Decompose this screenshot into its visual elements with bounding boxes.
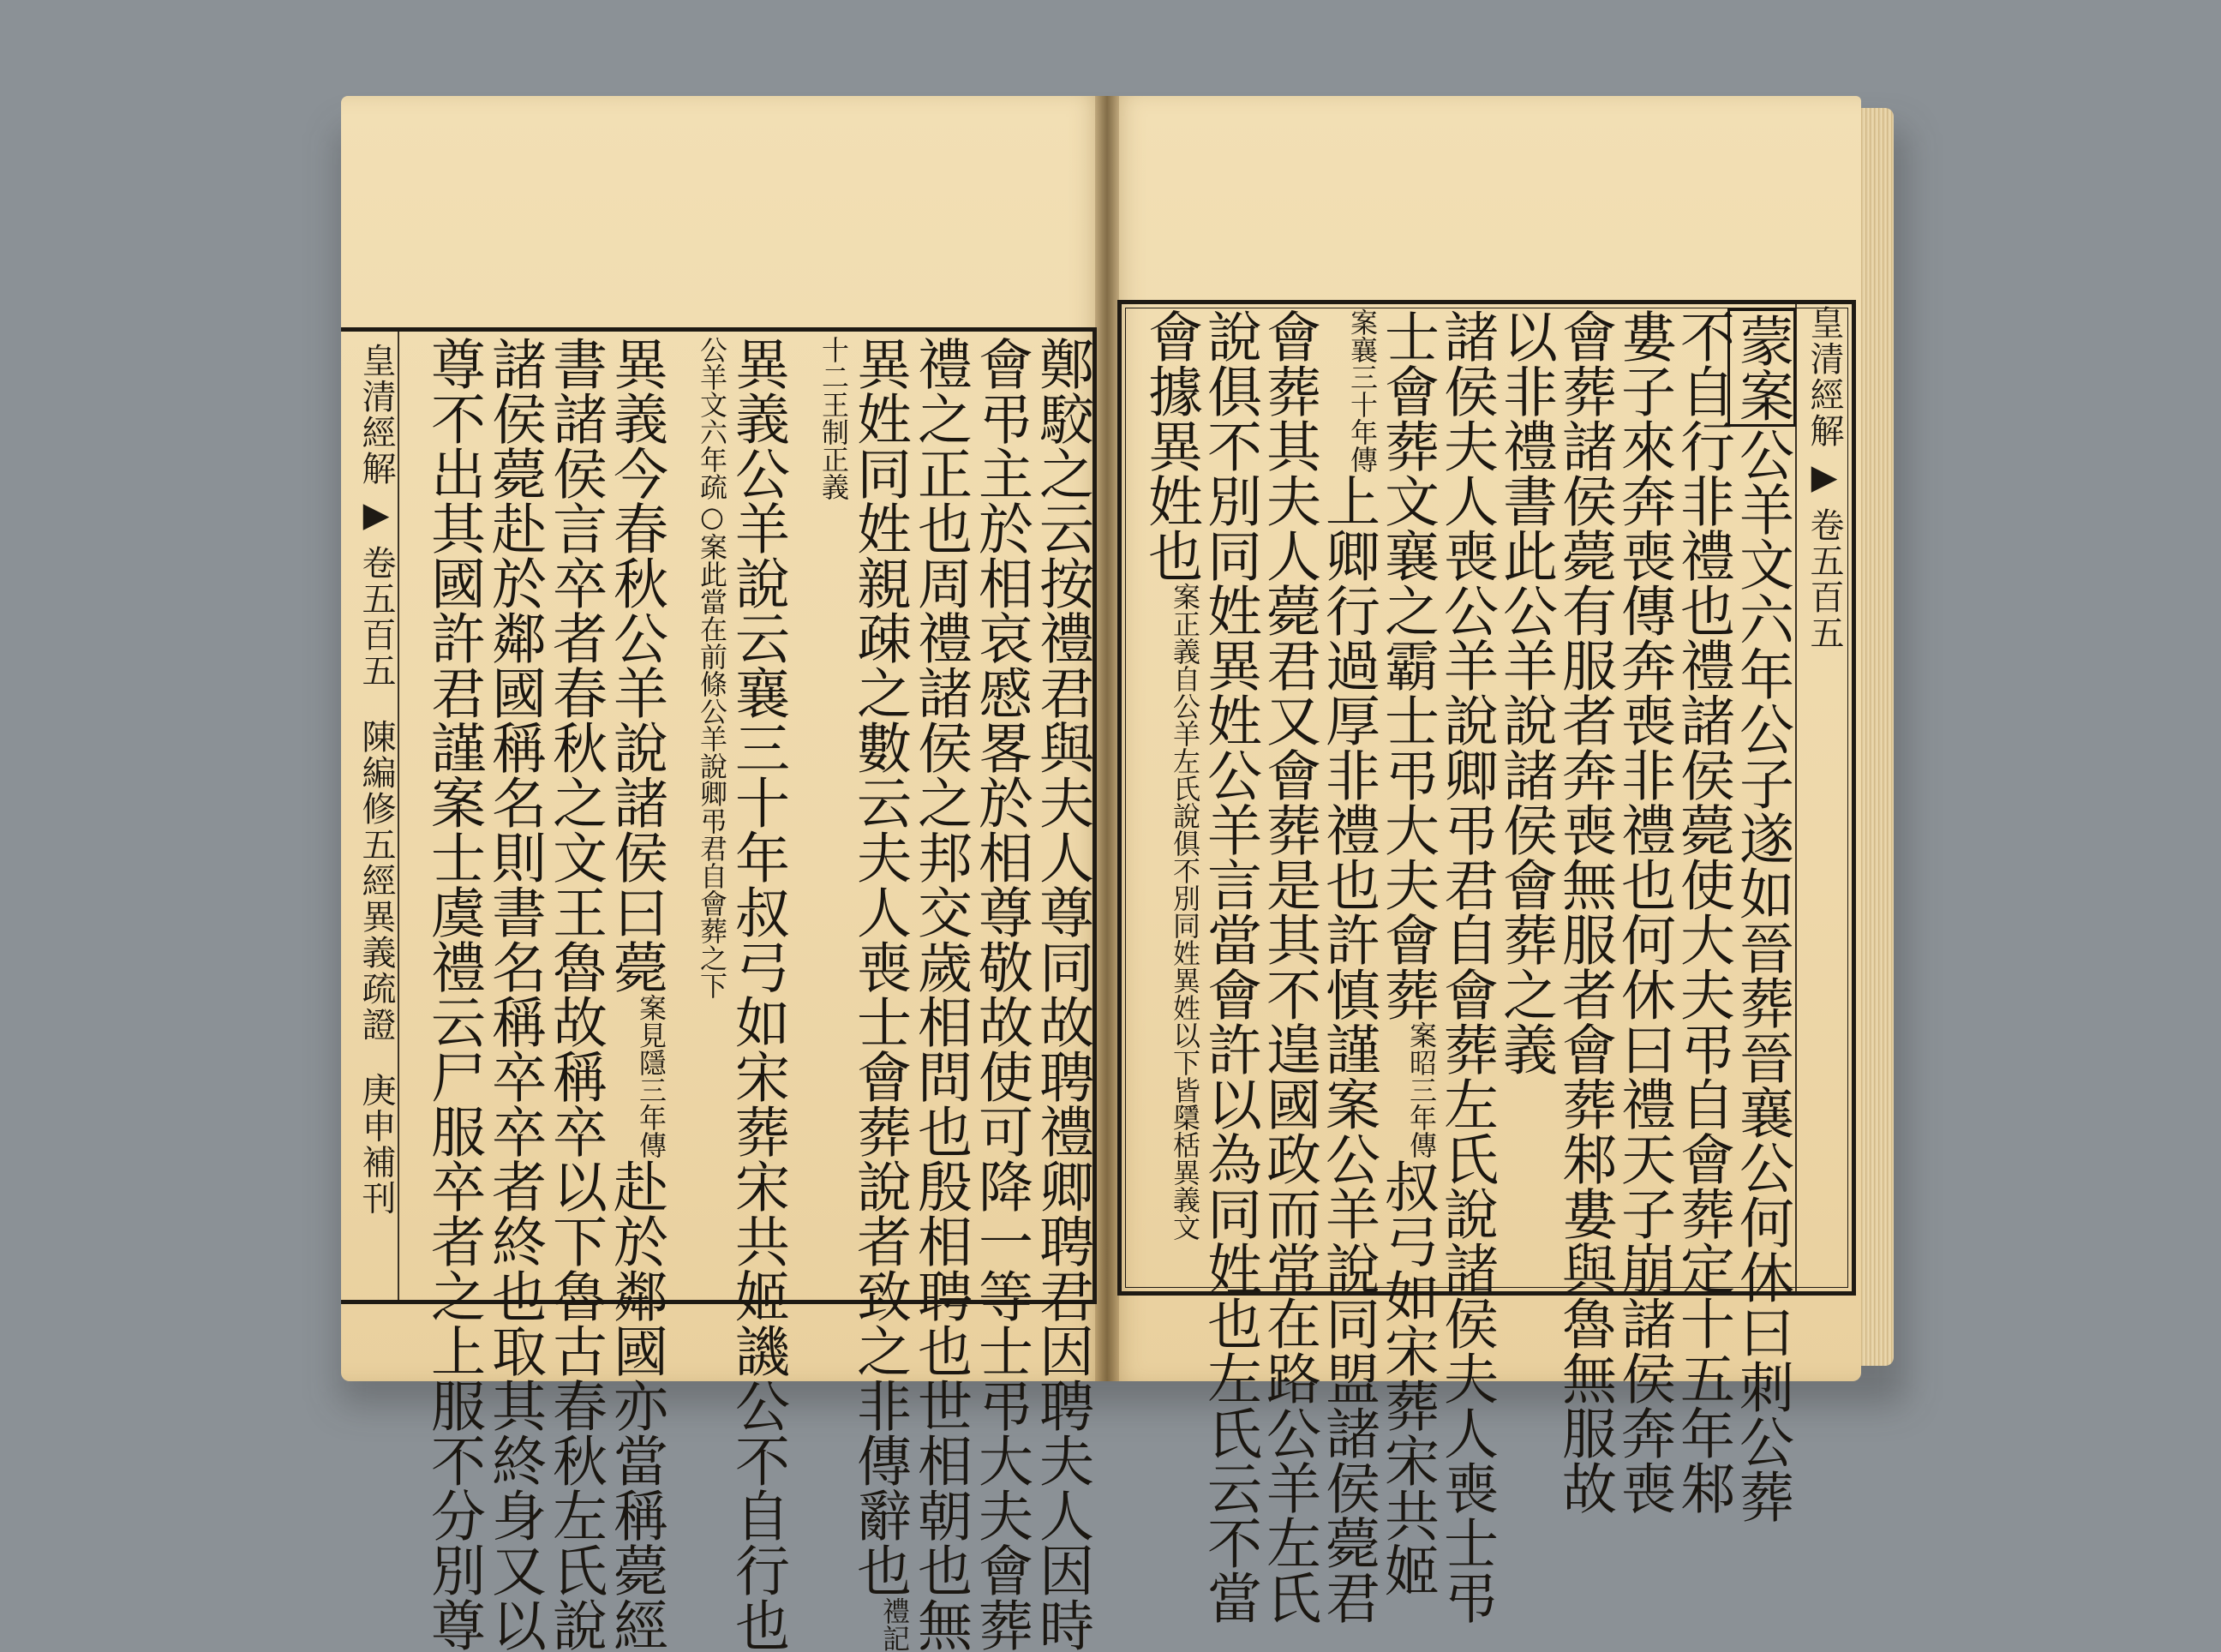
text-column	[726, 336, 789, 1652]
margin-volume: 卷五百五	[356, 545, 396, 689]
main-text: 尊不出其國許君謹案士虞禮云尸服卒者之上服不分別尊	[422, 336, 485, 1652]
left-text-columns	[403, 336, 1093, 1652]
main-text: 會葬諸侯薨有服者奔喪無服者會葬邾婁與魯無服故	[1553, 308, 1616, 1515]
margin-credit: 陳編修五經異義疏證	[356, 718, 396, 1043]
main-text: 諸侯薨赴於鄰國稱名則書名稱卒卒者終也取其終身又以	[482, 336, 546, 1652]
book-gutter	[1095, 96, 1119, 1381]
main-text: 不自行非禮也禮諸侯薨使大夫弔自會葬定十五年邾	[1671, 308, 1734, 1515]
margin-rule	[1795, 304, 1797, 1291]
main-text: 公羊文六年公子遂如晉葬晉襄公何休曰刺公葬	[1730, 427, 1793, 1523]
main-text: 會葬其夫人薨君又會葬是其不遑國政而常在路公羊左氏	[1257, 308, 1320, 1625]
main-text: 叔弓如宋葬宋共姬	[1375, 1158, 1439, 1597]
main-text: 會據異姓也	[1139, 308, 1202, 583]
annotation-note: 十二王制正義	[817, 336, 850, 500]
right-margin-column	[1798, 305, 1849, 1282]
annotation-note: 公羊文六年疏○案此當在前條公羊說卿弔君自會葬之下	[696, 336, 728, 999]
text-column	[1434, 308, 1498, 1625]
text-column	[1671, 308, 1734, 1515]
text-column	[543, 336, 607, 1652]
main-text: 說俱不別同姓異姓公羊言當會許以為同姓也左氏云不當	[1198, 308, 1261, 1625]
text-column	[422, 336, 485, 1652]
main-text: 書諸侯言卒者春秋之文王魯故稱卒以下魯古春秋左氏說	[543, 336, 607, 1652]
text-column	[1198, 308, 1261, 1625]
annotation-note: 案昭三年傳	[1405, 1021, 1438, 1158]
text-column	[1140, 308, 1200, 1285]
text-column	[1553, 308, 1616, 1515]
boxed-marker: 蒙案	[1727, 308, 1796, 427]
margin-book-title: 皇清經解	[356, 343, 396, 487]
main-text: 異義今春秋公羊說諸侯曰薨	[604, 336, 667, 994]
text-column	[1375, 308, 1439, 1597]
margin-fish-tail: ▶	[1805, 458, 1844, 499]
text-column	[1257, 308, 1320, 1625]
main-text: 會弔主於相哀慼畧於相尊敬故使可降一等士弔大夫會葬	[969, 336, 1033, 1652]
main-text: 婁子來奔喪傳奔喪非禮也何休曰禮天子崩諸侯奔喪	[1612, 308, 1675, 1515]
main-text: 以非禮書此公羊說諸侯會葬之義	[1494, 308, 1557, 1076]
main-text: 異姓同姓親疎之數云夫人喪士會葬說者致之非傳辭也	[847, 336, 911, 1597]
left-margin-column	[346, 343, 401, 1285]
margin-publisher: 庚申補刊	[356, 1072, 396, 1217]
main-text: 異義公羊說云襄三十年叔弓如宋葬宋共姬譏公不自行也	[726, 336, 789, 1652]
main-text: 上卿行過厚非禮也許慎謹案公羊說同盟諸侯薨君	[1316, 473, 1380, 1625]
text-column	[604, 336, 667, 1652]
text-column	[482, 336, 546, 1652]
margin-book-title: 皇清經解	[1805, 305, 1844, 449]
page-edges	[1858, 108, 1894, 1366]
main-text: 鄭駮之云按禮君與夫人尊同故聘禮卿聘君因聘夫人因時	[1030, 336, 1093, 1652]
text-column	[908, 336, 972, 1652]
annotation-note: 案襄三十年傳	[1346, 308, 1379, 473]
right-text-columns	[1129, 308, 1793, 1625]
text-column	[1030, 336, 1093, 1652]
main-text: 赴於鄰國亦當稱薨經	[604, 1158, 667, 1652]
main-text: 士會葬文襄之霸士弔大夫會葬	[1375, 308, 1439, 1021]
text-column	[1316, 308, 1380, 1625]
text-column	[787, 336, 848, 1292]
text-column	[847, 336, 911, 1652]
annotation-note: 案見隱三年傳	[635, 994, 667, 1158]
text-column	[1612, 308, 1675, 1515]
text-column	[1730, 308, 1793, 1523]
text-column	[1494, 308, 1557, 1285]
margin-volume: 卷五百五	[1805, 507, 1844, 651]
main-text: 禮之正也周禮諸侯之邦交歲相問也殷相聘也世相朝也無	[908, 336, 972, 1652]
annotation-note: 案正義自公羊左氏說俱不別同姓異姓以下皆檃栝異義文	[1169, 583, 1201, 1241]
annotation-note: 禮記	[878, 1597, 911, 1652]
text-column	[969, 336, 1033, 1652]
text-column	[666, 336, 727, 1292]
margin-fish-tail: ▶	[356, 495, 396, 536]
main-text: 諸侯夫人喪公羊說卿弔君自會葬左氏說諸侯夫人喪士弔	[1434, 308, 1498, 1625]
